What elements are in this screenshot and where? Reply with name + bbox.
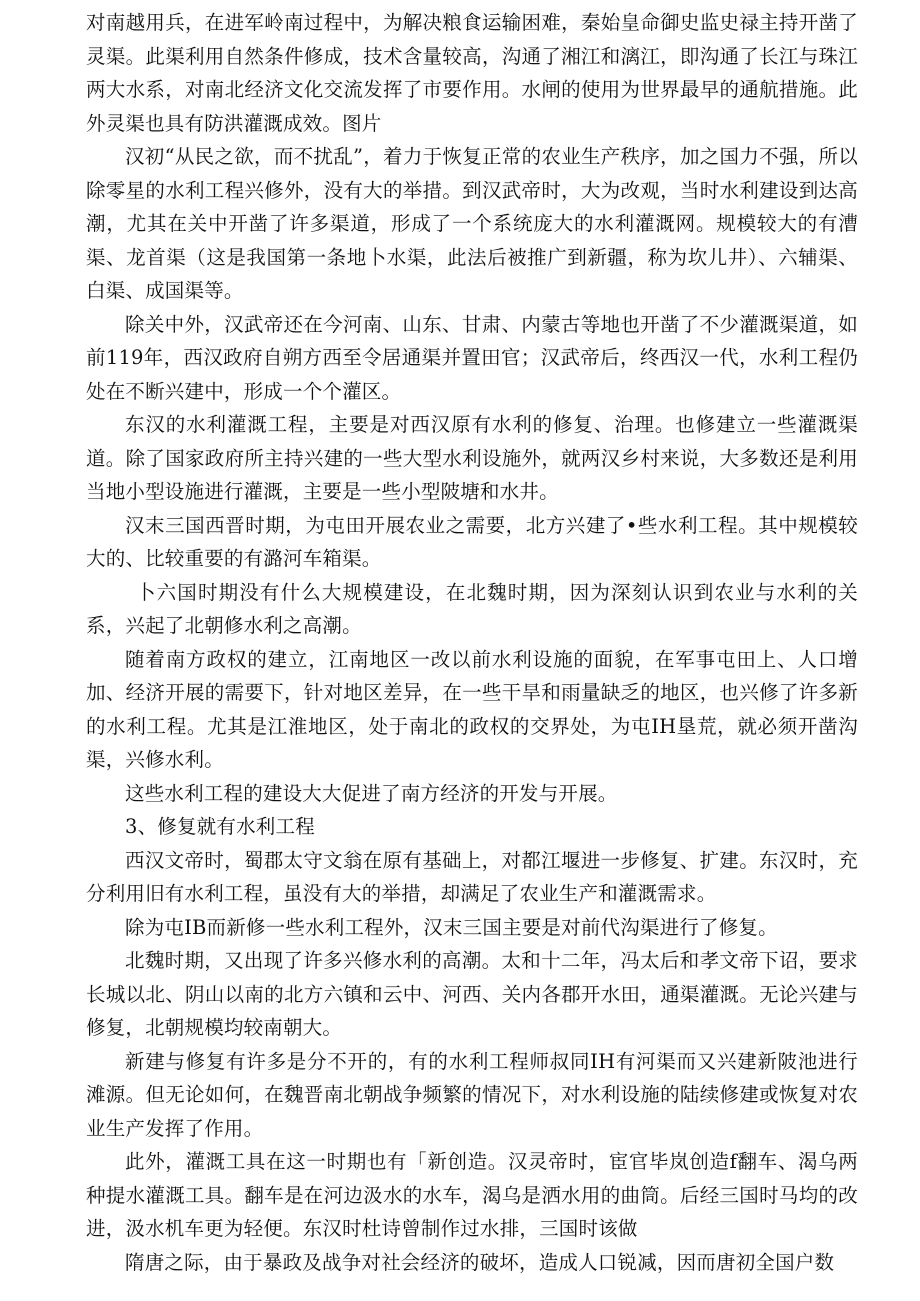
paragraph-beyond-guanzhong: 除关中外，汉武帝还在今河南、山东、甘肃、内蒙古等地也开凿了不少灌溉渠道，如前119年，西汉政府自朔方西至令居通渠并置田官；汉武帝后，终西汉一代，水利工程仍处在不断兴建中，形成一个个灌区。 [86, 312, 858, 403]
paragraph-early-han: 汉初“从民之欲，而不扰乱”，着力于恢复正常的农业生产秩序，加之国力不强，所以除零星的水利工程兴修外，没有大的举措。到汉武帝时，大为改观，当时水利建设到达高潮，尤其在关中开凿了许多渠道，形成了一个系统庞大的水利灌溉网。规模较大的有漕渠、龙首渠（这是我国第一条地卜水渠，此法后被推广到新疆，称为坎儿井）、六辅渠、白渠、成国渠等。 [86, 145, 858, 302]
paragraph-sui-tang: 隋唐之际，由于暴政及战争对社会经济的破坏，造成人口锐减，因而唐初全国户数 [125, 1250, 835, 1274]
paragraph-three-kingdoms: 汉末三国西晋时期，为屯田开展农业之需要，北方兴建了•些水利工程。其中规模较大的、比较重要的有潞河车箱渠。 [86, 513, 858, 570]
section-heading: 3、修复就有水利工程 [125, 815, 315, 838]
paragraph-lingqu: 对南越用兵，在进军岭南过程中，为解决粮食运输困难，秦始皇命御史监史禄主持开凿了灵渠。此渠利用自然条件修成，技术含量较高，沟通了湘江和漓江，即沟通了长江与珠江两大水系，对南北经济文化交流发挥了市要作用。水闸的使用为世界最早的通航措施。此外灵渠也具有防洪灌溉成效。图片 [86, 11, 858, 135]
document-page [86, 6, 858, 1279]
paragraph-northern-wei: 卜六国时期没有什么大规模建设，在北魏时期，因为深刻认识到农业与水利的关系，兴起了北朝修水利之高潮。 [86, 580, 858, 637]
paragraph-western-han-repair: 西汉文帝时，蜀郡太守文翁在原有基础上，对都江堰进一步修复、扩建。东汉时，充分利用旧有水利工程，虽没有大的举措，却满足了农业生产和灌溉需求。 [86, 848, 858, 905]
paragraph-irrigation-tools: 此外，灌溉工具在这一时期也有「新创造。汉灵帝时，宦官毕岚创造f翻车、渴乌两种提水灌溉工具。翻车是在河边汲水的水车，渴乌是洒水用的曲筒。后经三国时马均的改进，汲水机车更为轻便。东汉时杜诗曾制作过水排，三国时该做 [86, 1150, 858, 1240]
paragraph-southern-economy: 这些水利工程的建设大大促进了南方经济的开发与开展。 [125, 781, 618, 805]
paragraph-new-and-repair: 新建与修复有许多是分不开的，有的水利工程师叔同IH有河渠而又兴建新陂池进行滩源。但无论如何，在魏晋南北朝战争频繁的情况下，对水利设施的陆续修建或恢复对农业生产发挥了作用。 [86, 1049, 858, 1140]
paragraph-northern-wei-tide: 北魏时期，又出现了许多兴修水利的高潮。太和十二年，冯太后和孝文帝下诏，要求长城以北、阴山以南的北方六镇和云中、河西、关内各郡开水田，通渠灌溉。无论兴建与修复，北朝规模均较南朝大。 [86, 949, 858, 1039]
paragraph-southern-regime: 随着南方政权的建立，江南地区一改以前水利设施的面貌，在军事屯田上、人口增加、经济开展的需要下，针对地区差异，在一些干旱和雨量缺乏的地区，也兴修了许多新的水利工程。尤其是江淮地区，处于南北的政权的交界处，为屯IH垦荒，就必须开凿沟渠，兴修水利。 [86, 647, 858, 771]
paragraph-late-han-repair: 除为屯IB而新修一些水利工程外，汉末三国主要是对前代沟渠进行了修复。 [125, 915, 778, 939]
paragraph-eastern-han: 东汉的水利灌溉工程，主要是对西汉原有水利的修复、治理。也修建立一些灌溉渠道。除了国家政府所主持兴建的一些大型水利设施外，就两汉乡村来说，大多数还是利用当地小型设施进行灌溉，主要是一些小型陂塘和水井。 [86, 413, 858, 503]
